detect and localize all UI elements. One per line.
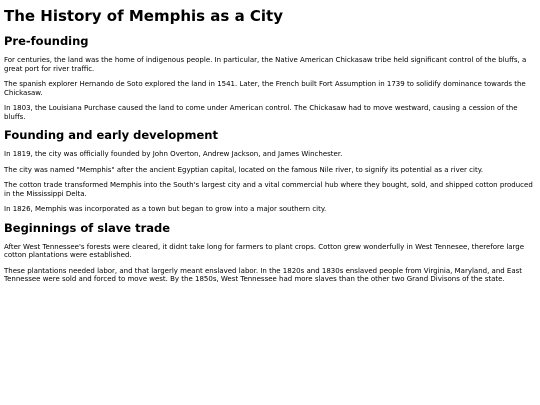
paragraph: In 1826, Memphis was incorporated as a town but began to grow into a major southern city. [4, 205, 327, 213]
paragraph: After West Tennessee's forests were cleared, it didnt take long for farmers to plant crops. Cotton grew wonderfully in West Tennesee, therefore large cotton plantations were established. [4, 242, 525, 259]
paragraph: For centuries, the land was the home of indigenous people. In particular, the Native American Chickasaw tribe held significant control of the bluffs, a great port for river traffic. [4, 56, 527, 73]
section-pre-founding [4, 34, 536, 121]
paragraph: The cotton trade transformed Memphis into the South's largest city and a vital commercial hub where they bought, sold, and shipped cotton produced in the Mississippi Delta. [4, 181, 533, 198]
paragraph: The spanish explorer Hernando de Soto explored the land in 1541. Later, the French built Fort Assumption in 1739 to solidify dominance towards the Chickasaw. [4, 80, 526, 97]
section-founding-and-early-development [4, 128, 536, 214]
section-heading: Pre-founding [4, 34, 89, 48]
paragraph: The city was named "Memphis" after the ancient Egyptian capital, located on the famous Nile river, to signify its potential as a river city. [4, 165, 484, 174]
paragraph: In 1819, the city was officially founded by John Overton, Andrew Jackson, and James Winchester. [4, 150, 343, 158]
paragraph: These plantations needed labor, and that largerly meant enslaved labor. In the 1820s and 1830s enslaved people from Virginia, Maryland, and East Tennessee were sold and forced to move west. By the 1850s, West Tennessee had more slaves than the other two Grand Divisons of the state. [4, 266, 523, 283]
paragraph: In 1803, the Louisiana Purchase caused the land to come under American control. The Chickasaw had to move westward, causing a cession of the bluffs. [4, 104, 518, 121]
section-heading: Beginnings of slave trade [4, 220, 171, 235]
section-heading: Founding and early development [4, 128, 218, 142]
page-title: The History of Memphis as a City [4, 7, 284, 25]
section-beginnings-of-slave-trade [4, 221, 536, 284]
